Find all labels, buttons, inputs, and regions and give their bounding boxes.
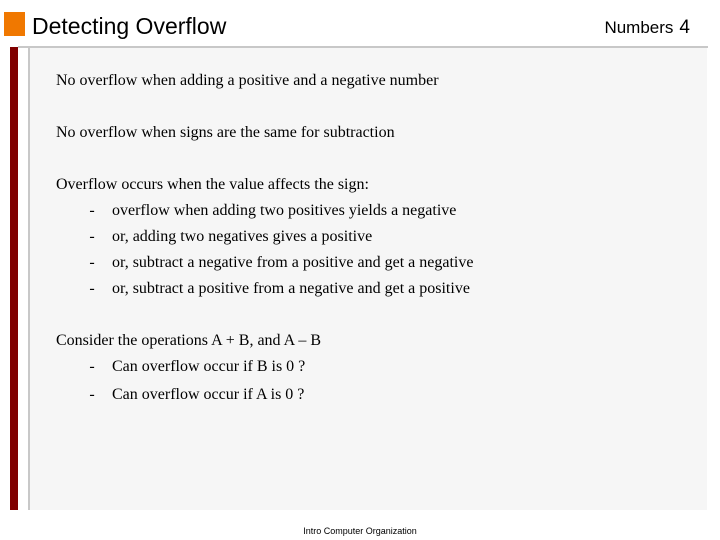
bullet-dash: - (89, 228, 95, 245)
sub-bullet-text: or, adding two negatives gives a positive (112, 228, 373, 245)
consider-group (56, 332, 473, 404)
sub-bullet-text: Can overflow occur if B is 0 ? (112, 358, 306, 375)
bullet-dash: - (89, 386, 95, 403)
slide-body (56, 72, 473, 438)
consider-lead: Consider the operations A + B, and A – B (56, 332, 322, 349)
bullet-dash: - (89, 254, 95, 271)
header-section (604, 17, 690, 39)
sub-bullet-text: overflow when adding two positives yields a negative (112, 202, 457, 219)
sub-bullet-text: or, subtract a negative from a positive and get a negative (112, 254, 474, 271)
footer-course-name: Intro Computer Organization (303, 526, 417, 536)
section-name: Numbers (604, 18, 674, 37)
bullet-dash: - (89, 202, 95, 219)
overflow-rules-lead: Overflow occurs when the value affects the sign: (56, 176, 369, 193)
sub-bullet (56, 280, 473, 298)
sub-bullet (56, 386, 473, 404)
body-line-1: No overflow when adding a positive and a negative number (56, 72, 439, 89)
sub-bullet-text: Can overflow occur if A is 0 ? (112, 386, 305, 403)
left-accent-bar (10, 47, 18, 510)
body-line-2: No overflow when signs are the same for subtraction (56, 124, 395, 141)
sub-bullet (56, 358, 473, 376)
panel-left-border (28, 48, 30, 510)
sub-bullet-text: or, subtract a positive from a negative and get a positive (112, 280, 470, 297)
bullet-dash: - (89, 280, 95, 297)
page-number: 4 (679, 17, 690, 38)
overflow-rules-group (56, 176, 473, 298)
sub-bullet (56, 228, 473, 246)
sub-bullet (56, 202, 473, 220)
title-accent-square (4, 12, 25, 36)
sub-bullet (56, 254, 473, 272)
bullet-dash: - (89, 358, 95, 375)
slide-title: Detecting Overflow (32, 13, 227, 39)
